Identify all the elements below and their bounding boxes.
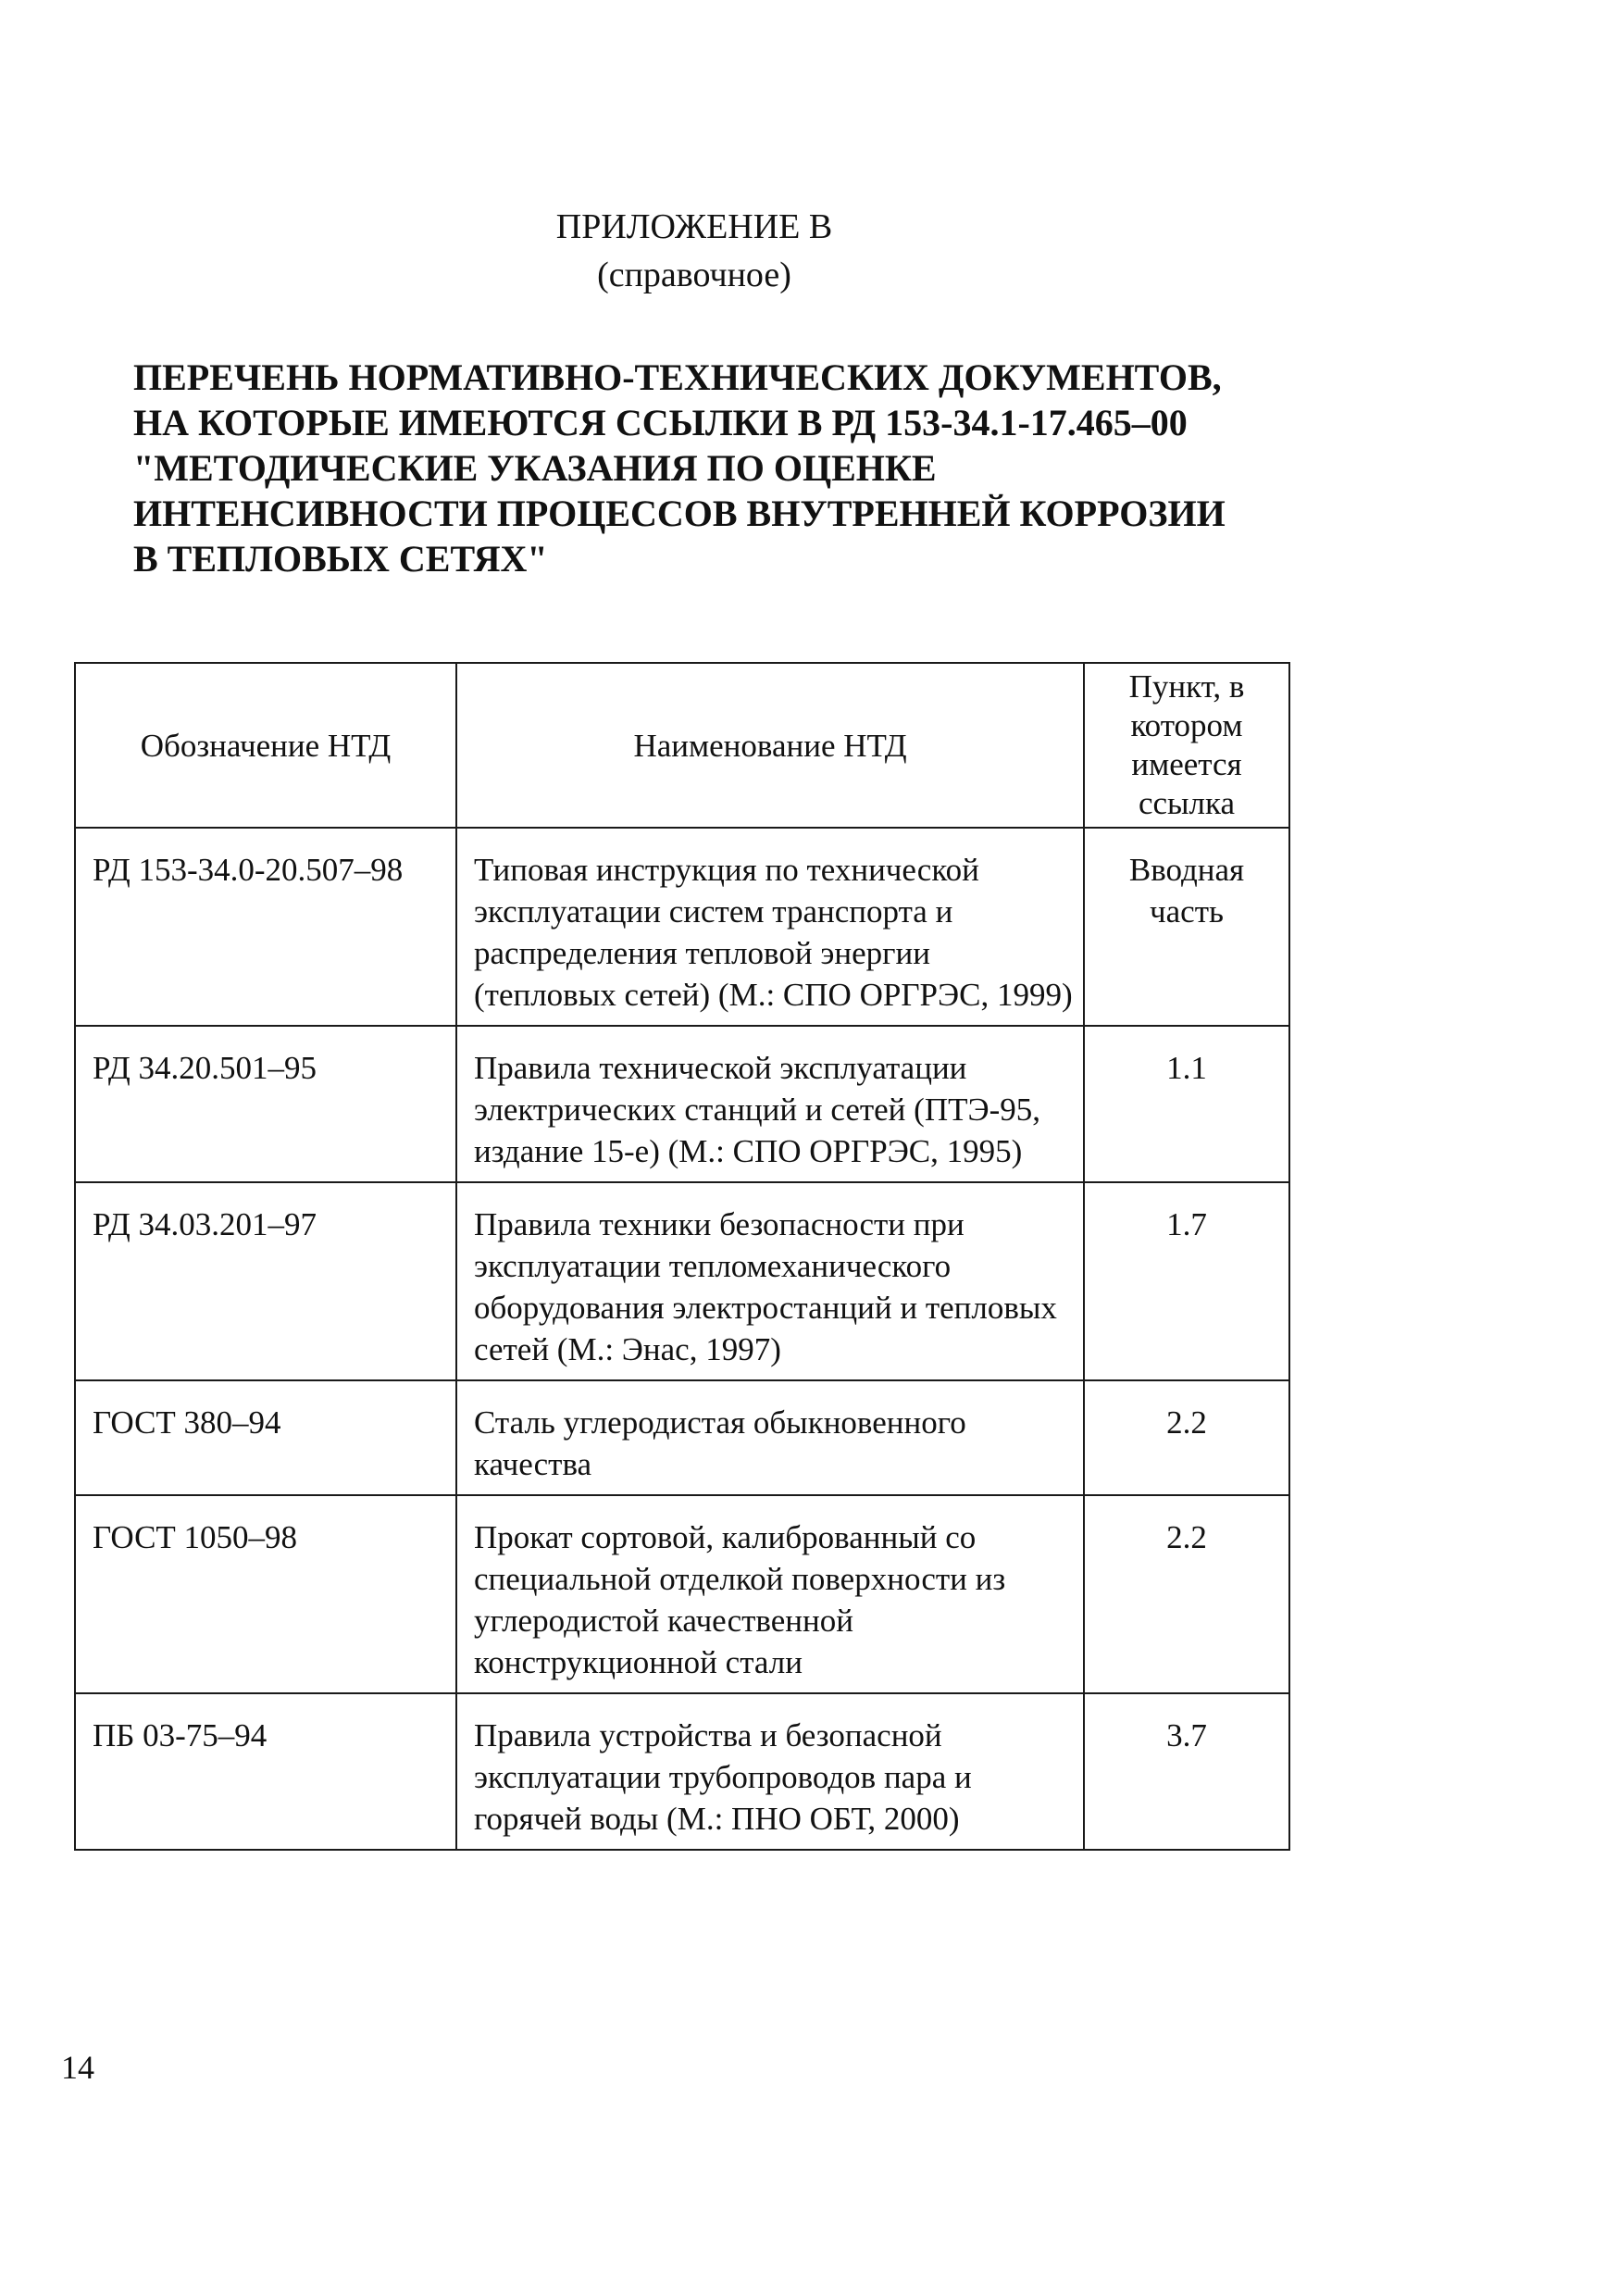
- appendix-type: (справочное): [597, 256, 791, 294]
- cell-clause: 2.2: [1084, 1495, 1289, 1693]
- cell-code: РД 153-34.0-20.507–98: [75, 828, 456, 1026]
- cell-name: Правила устройства и безопасной эксплуатации трубопроводов пара и горячей воды (М.: ПНО ОБТ, 2000): [456, 1693, 1084, 1850]
- table-row: [75, 1693, 1289, 1850]
- cell-code: ПБ 03-75–94: [75, 1693, 456, 1850]
- heading-line: НА КОТОРЫЕ ИМЕЮТСЯ ССЫЛКИ В РД 153-34.1-17.465–00: [133, 402, 1188, 443]
- table-row: [75, 1380, 1289, 1495]
- table-header-row: [75, 663, 1289, 828]
- cell-name: Правила техники безопасности при эксплуатации тепломеханического оборудования электростанций и тепловых сетей (М.: Энас, 1997): [456, 1182, 1084, 1380]
- cell-code: ГОСТ 1050–98: [75, 1495, 456, 1693]
- column-header-clause: Пункт, в котором имеется ссылка: [1084, 663, 1289, 828]
- cell-code: ГОСТ 380–94: [75, 1380, 456, 1495]
- ntd-reference-table: [74, 662, 1290, 1851]
- heading-line: "МЕТОДИЧЕСКИЕ УКАЗАНИЯ ПО ОЦЕНКЕ: [133, 447, 937, 489]
- table-row: [75, 828, 1289, 1026]
- table-row: [75, 1182, 1289, 1380]
- cell-clause: 1.1: [1084, 1026, 1289, 1182]
- cell-code: РД 34.03.201–97: [75, 1182, 456, 1380]
- cell-clause: 3.7: [1084, 1693, 1289, 1850]
- cell-name: Прокат сортовой, калиброванный со специальной отделкой поверхности из углеродистой качественной конструкционной стали: [456, 1495, 1084, 1693]
- cell-name: Сталь углеродистая обыкновенного качества: [456, 1380, 1084, 1495]
- column-header-name: Наименование НТД: [456, 663, 1084, 828]
- heading-line: ПЕРЕЧЕНЬ НОРМАТИВНО-ТЕХНИЧЕСКИХ ДОКУМЕНТОВ,: [133, 356, 1222, 398]
- cell-name: Правила технической эксплуатации электрических станций и сетей (ПТЭ-95, издание 15-е) (М.: СПО ОРГРЭС, 1995): [456, 1026, 1084, 1182]
- cell-clause: 2.2: [1084, 1380, 1289, 1495]
- page-number: 14: [61, 2049, 94, 2086]
- table-row: [75, 1026, 1289, 1182]
- cell-name: Типовая инструкция по технической эксплуатации систем транспорта и распределения тепловой энергии (тепловых сетей) (М.: СПО ОРГРЭС, 1999): [456, 828, 1084, 1026]
- cell-clause: 1.7: [1084, 1182, 1289, 1380]
- heading-line: В ТЕПЛОВЫХ СЕТЯХ": [133, 538, 548, 580]
- cell-code: РД 34.20.501–95: [75, 1026, 456, 1182]
- heading-line: ИНТЕНСИВНОСТИ ПРОЦЕССОВ ВНУТРЕННЕЙ КОРРОЗИИ: [133, 493, 1226, 534]
- document-heading: [133, 355, 1337, 581]
- column-header-code: Обозначение НТД: [75, 663, 456, 828]
- table-row: [75, 1495, 1289, 1693]
- cell-clause: Вводная часть: [1084, 828, 1289, 1026]
- appendix-title: ПРИЛОЖЕНИЕ В: [555, 207, 833, 246]
